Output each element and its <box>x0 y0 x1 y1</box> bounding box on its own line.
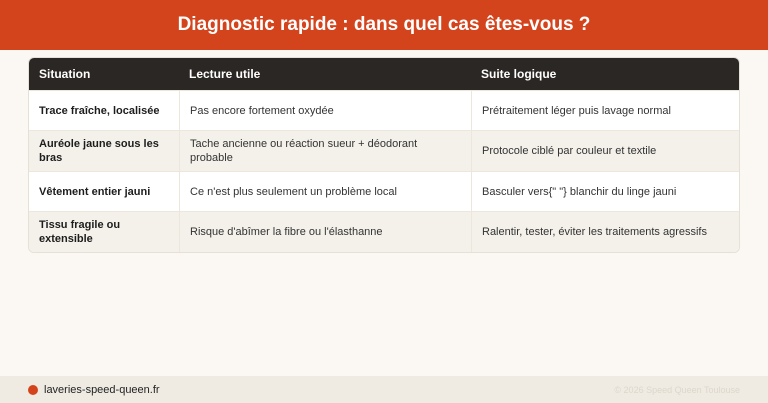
table-row <box>29 171 739 211</box>
diagnostic-table <box>28 57 740 253</box>
page-header <box>0 0 768 50</box>
page-footer <box>0 376 768 403</box>
column-header-lecture: Lecture utile <box>189 67 261 81</box>
suite-cell: Basculer vers{" "} blanchir du linge jauni <box>471 172 739 211</box>
page-title: Diagnostic rapide : dans quel cas êtes-vous ? <box>177 14 591 35</box>
situation-cell: Auréole jaune sous les bras <box>39 138 159 164</box>
site-domain[interactable]: laveries-speed-queen.fr <box>44 383 160 396</box>
suite-cell: Prétraitement léger puis lavage normal <box>471 91 739 130</box>
situation-cell: Trace fraîche, localisée <box>39 104 160 117</box>
situation-cell: Tissu fragile ou extensible <box>39 219 121 245</box>
table-header-row <box>29 58 739 90</box>
column-header-situation: Situation <box>39 67 91 81</box>
lecture-cell: Pas encore fortement oxydée <box>179 91 471 130</box>
copyright-text: © 2026 Speed Queen Toulouse <box>614 384 740 395</box>
brand-dot-icon <box>28 385 38 395</box>
suite-cell: Protocole ciblé par couleur et textile <box>471 131 739 171</box>
lecture-cell: Risque d'abîmer la fibre ou l'élasthanne <box>179 212 471 252</box>
lecture-cell: Tache ancienne ou réaction sueur + déodorant probable <box>179 131 471 171</box>
table-row <box>29 90 739 130</box>
situation-cell: Vêtement entier jauni <box>39 185 151 198</box>
column-header-suite: Suite logique <box>481 67 557 81</box>
site-brand[interactable] <box>28 384 160 396</box>
suite-cell: Ralentir, tester, éviter les traitements agressifs <box>471 212 739 252</box>
table-row <box>29 211 739 252</box>
table-row <box>29 130 739 171</box>
lecture-cell: Ce n'est plus seulement un problème local <box>179 172 471 211</box>
